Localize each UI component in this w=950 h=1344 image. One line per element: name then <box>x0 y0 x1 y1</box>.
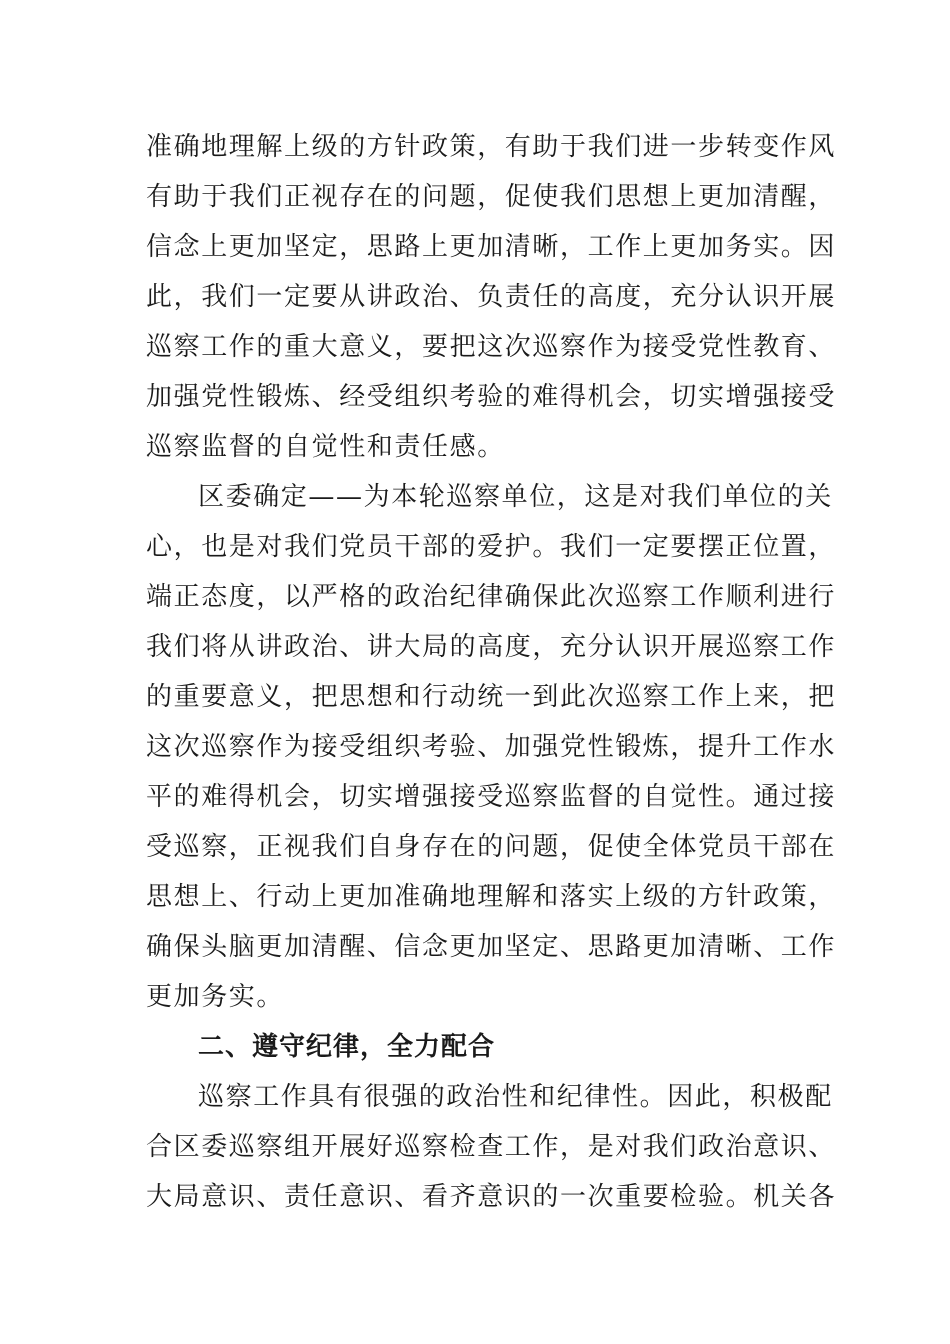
paragraph-line: 区委确定——为本轮巡察单位，这是对我们单位的关 <box>198 482 833 512</box>
section-heading: 二、遵守纪律，全力配合 <box>198 1032 496 1062</box>
paragraph-line: 加强党性锻炼、经受组织考验的难得机会，切实增强接受 <box>146 382 837 412</box>
paragraph-line: 确保头脑更加清醒、信念更加坚定、思路更加清晰、工作 <box>146 932 837 962</box>
paragraph-line: 大局意识、责任意识、看齐意识的一次重要检验。机关各 <box>146 1182 837 1212</box>
paragraph-line: 准确地理解上级的方针政策，有助于我们进一步转变作风 <box>146 132 837 162</box>
paragraph-line: 巡察工作具有很强的政治性和纪律性。因此，积极配 <box>198 1082 833 1112</box>
paragraph-line: 有助于我们正视存在的问题，促使我们思想上更加清醒， <box>146 182 837 212</box>
paragraph-line: 的重要意义，把思想和行动统一到此次巡察工作上来，把 <box>146 682 837 712</box>
paragraph-line: 我们将从讲政治、讲大局的高度，充分认识开展巡察工作 <box>146 632 837 662</box>
paragraph-line: 平的难得机会，切实增强接受巡察监督的自觉性。通过接 <box>146 782 837 812</box>
paragraph-line: 巡察工作的重大意义，要把这次巡察作为接受党性教育、 <box>146 332 837 362</box>
paragraph-line: 更加务实。 <box>146 982 285 1012</box>
paragraph-line: 巡察监督的自觉性和责任感。 <box>146 432 505 462</box>
paragraph-line: 这次巡察作为接受组织考验、加强党性锻炼，提升工作水 <box>146 732 837 762</box>
document-page <box>146 122 837 1222</box>
paragraph-line: 思想上、行动上更加准确地理解和落实上级的方针政策， <box>146 882 837 912</box>
paragraph-line: 心，也是对我们党员干部的爱护。我们一定要摆正位置， <box>146 532 837 562</box>
paragraph-line: 受巡察，正视我们自身存在的问题，促使全体党员干部在 <box>146 832 837 862</box>
paragraph-line: 此，我们一定要从讲政治、负责任的高度，充分认识开展 <box>146 282 837 312</box>
paragraph-line: 端正态度，以严格的政治纪律确保此次巡察工作顺利进行 <box>146 582 837 612</box>
paragraph-line: 信念上更加坚定，思路上更加清晰，工作上更加务实。因 <box>146 232 837 262</box>
paragraph-line: 合区委巡察组开展好巡察检查工作，是对我们政治意识、 <box>146 1132 837 1162</box>
